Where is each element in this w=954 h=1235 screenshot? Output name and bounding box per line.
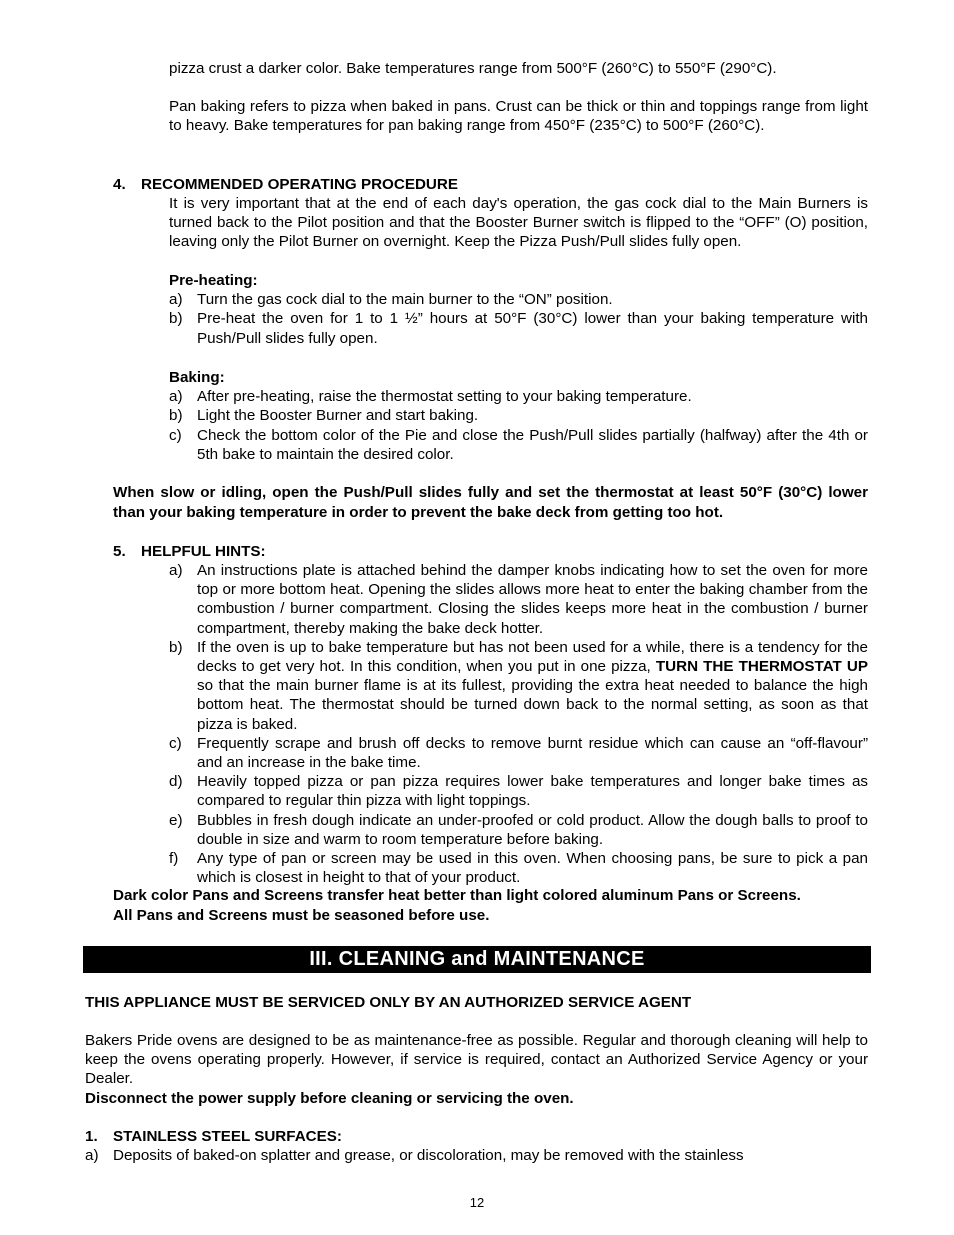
list-text: Heavily topped pizza or pan pizza requires lower bake temperatures and longer bake times as compared to regular thin pizza with light toppings. <box>197 773 868 810</box>
list-text-pre: If the oven is up to bake temperature but has not been used for a while, there is a tendency for the decks to get very hot. In this condition, when you put in one pizza, <box>197 638 868 676</box>
preheating-block <box>169 271 868 348</box>
pans-note-2: All Pans and Screens must be seasoned before use. <box>113 907 490 924</box>
section-5-number: 5. <box>113 543 126 560</box>
list-label: d) <box>169 773 183 791</box>
hint-item-a <box>169 561 868 638</box>
intro-text-2: Pan baking refers to pizza when baked in pans. Crust can be thick or thin and toppings range from light to heavy. Bake temperatures for pan baking range from 450°F (235°C) to 500°F (260°C). <box>169 98 868 135</box>
intro-paragraph-1 <box>169 59 868 78</box>
list-text: Turn the gas cock dial to the main burner to the “ON” position. <box>197 291 613 309</box>
page-number: 12 <box>469 1195 485 1210</box>
list-label: b) <box>169 407 183 425</box>
hint-item-b <box>169 638 868 734</box>
intro-paragraph-2 <box>169 97 868 135</box>
baking-item-c <box>169 426 868 464</box>
baking-heading: Baking: <box>169 369 225 386</box>
intro-text-1: pizza crust a darker color. Bake temperatures range from 500°F (260°C) to 550°F (290°C). <box>169 60 777 77</box>
pans-notes <box>113 886 868 926</box>
subsection-1-title: STAINLESS STEEL SURFACES: <box>113 1128 342 1145</box>
list-text: Light the Booster Burner and start baking. <box>197 407 479 425</box>
list-label: e) <box>169 811 183 829</box>
list-label: a) <box>169 291 183 309</box>
preheating-item-a <box>169 290 868 309</box>
hint-item-f <box>169 849 868 887</box>
section-5-title: HELPFUL HINTS: <box>141 543 266 560</box>
list-label: f) <box>169 850 179 868</box>
list-label: b) <box>169 310 183 328</box>
list-label: a) <box>85 1147 99 1164</box>
list-label: c) <box>169 734 182 752</box>
baking-item-a <box>169 387 868 406</box>
section-banner: III. CLEANING and MAINTENANCE <box>83 946 871 973</box>
section-4-body <box>169 194 868 252</box>
list-label: a) <box>169 388 183 406</box>
section-4-number: 4. <box>113 176 126 193</box>
section-4-body-text: It is very important that at the end of each day's operation, the gas cock dial to the Main Burners is turned back to the Pilot position and that the Booster Burner switch is flipped to the “OFF” (O) position, leaving only the Pilot Burner on overnight. Keep the Pizza Push/Pull slides fully open. <box>169 195 868 251</box>
list-text: Check the bottom color of the Pie and close the Push/Pull slides partially (halfway) after the 4th or 5th bake to maintain the desired color. <box>197 426 868 463</box>
hint-item-c <box>169 734 868 772</box>
list-text: Deposits of baked-on splatter and grease, or discoloration, may be removed with the stainless <box>113 1147 744 1164</box>
hint-item-e <box>169 811 868 849</box>
pans-note-1: Dark color Pans and Screens transfer heat better than light colored aluminum Pans or Screens. <box>113 887 801 904</box>
list-label: c) <box>169 426 182 444</box>
list-label: a) <box>169 562 183 579</box>
subsection-1-number: 1. <box>85 1128 98 1145</box>
list-text: An instructions plate is attached behind the damper knobs indicating how to set the oven for more top or more bottom heat. Opening the slides allows more heat to enter the baking chamber from the combustion / burner compartment. Closing the slides keeps more heat in the combustion / burner compartment, thereby making the bake deck hotter. <box>197 562 868 637</box>
cleaning-body <box>85 1031 868 1108</box>
service-warning: THIS APPLIANCE MUST BE SERVICED ONLY BY AN AUTHORIZED SERVICE AGENT <box>85 994 692 1011</box>
list-label: b) <box>169 638 183 656</box>
preheating-item-b <box>169 309 868 347</box>
section-5-heading <box>113 542 868 561</box>
list-text: Any type of pan or screen may be used in this oven. When choosing pans, be sure to pick a pan which is closest in height to that of your product. <box>197 850 868 887</box>
hints-list <box>169 561 868 887</box>
baking-block <box>169 368 868 464</box>
idling-warning-text: When slow or idling, open the Push/Pull slides fully and set the thermostat at least 50°F (30°C) lower than your baking temperature in order to prevent the bake deck from getting too hot. <box>113 484 868 521</box>
baking-item-b <box>169 406 868 425</box>
stainless-item-a-row <box>85 1146 868 1165</box>
cleaning-body-text: Bakers Pride ovens are designed to be as maintenance-free as possible. Regular and thorough cleaning will help to keep the ovens operating properly. However, if service is required, contact an Authorized Service Agency or your Dealer. <box>85 1032 868 1088</box>
list-text-post: so that the main burner flame is at its fullest, providing the extra heat needed to balance the high bottom heat. The thermostat should be turned down back to the normal setting, as soon as that pizza is baked. <box>197 677 868 733</box>
list-text: Frequently scrape and brush off decks to remove burnt residue which can cause an “off-flavour” and an increase in the bake time. <box>197 734 868 772</box>
section-4-title: RECOMMENDED OPERATING PROCEDURE <box>141 176 458 193</box>
list-text: Bubbles in fresh dough indicate an under-proofed or cold product. Allow the dough balls to proof to double in size and warm to room temperature before baking. <box>197 811 868 848</box>
disconnect-warning: Disconnect the power supply before cleaning or servicing the oven. <box>85 1089 574 1107</box>
subsection-1-heading <box>85 1127 868 1146</box>
idling-warning <box>113 483 868 523</box>
stainless-item-a <box>85 1146 868 1165</box>
hint-item-d <box>169 772 868 810</box>
list-text: Pre-heat the oven for 1 to 1 ½” hours at 50°F (30°C) lower than your baking temperature with Push/Pull slides fully open. <box>197 310 868 347</box>
list-text: After pre-heating, raise the thermostat setting to your baking temperature. <box>197 388 692 406</box>
list-text-emphasis: TURN THE THERMOSTAT UP <box>655 658 868 676</box>
section-4-heading <box>113 175 868 194</box>
preheating-heading: Pre-heating: <box>169 272 258 289</box>
